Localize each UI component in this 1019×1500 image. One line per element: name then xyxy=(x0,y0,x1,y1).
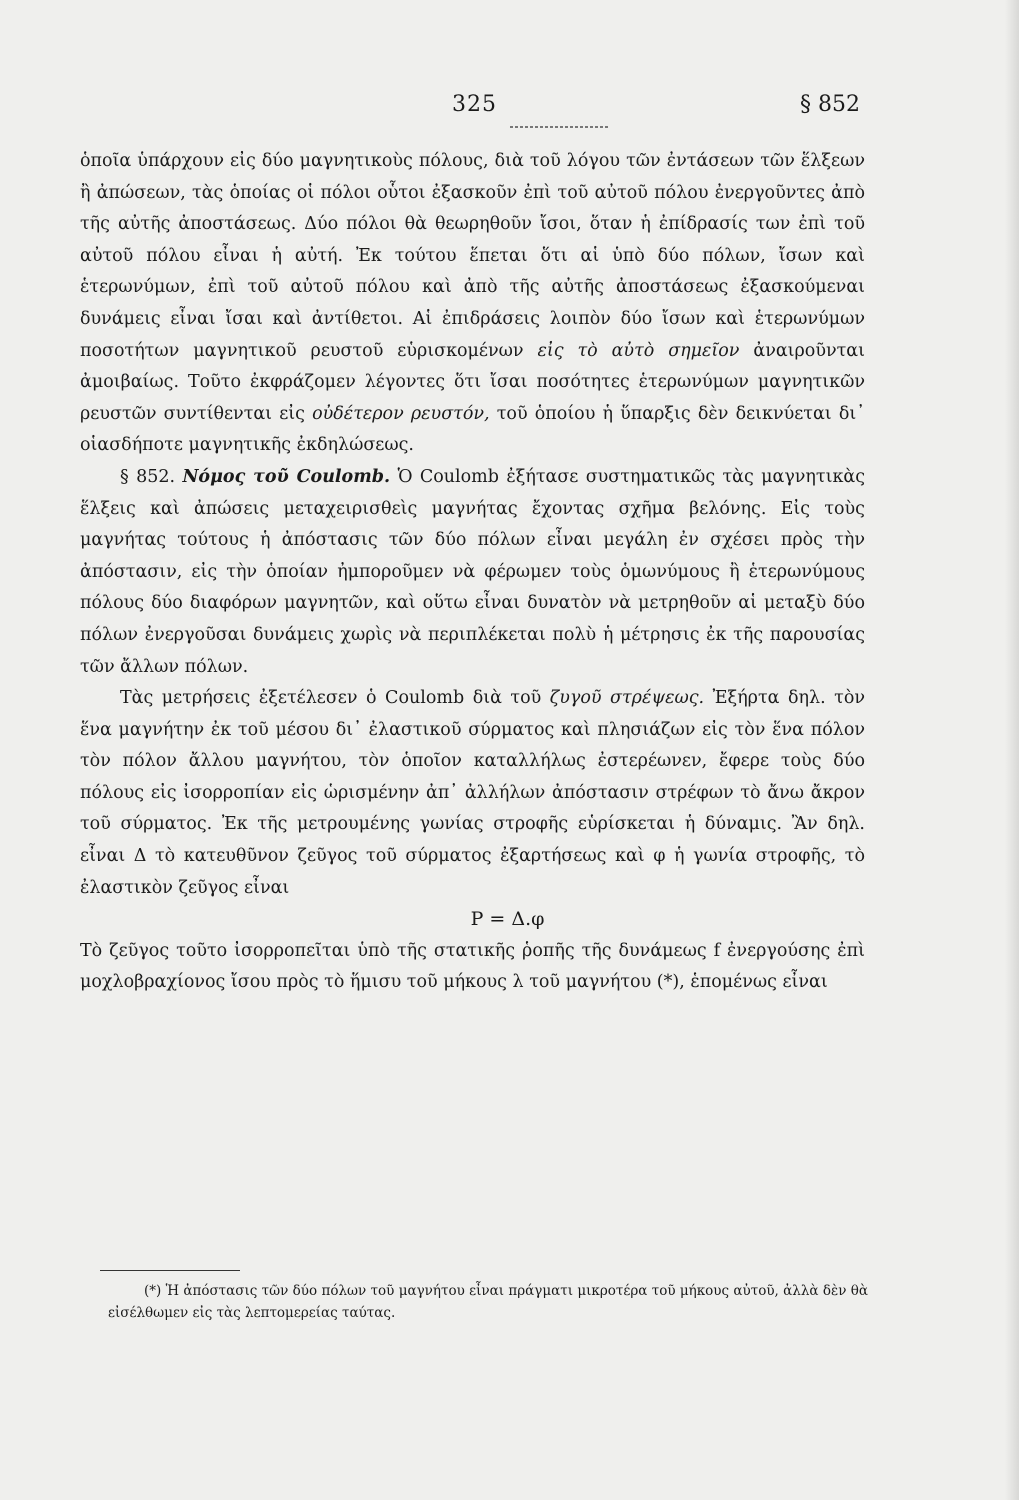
emphasis-same-point: εἰς τὸ αὐτὸ σημεῖον xyxy=(537,340,740,361)
footnote-divider xyxy=(100,1270,240,1271)
footnote: (*) Ἡ ἀπόστασις τῶν δύο πόλων τοῦ μαγνήτου εἶναι πράγματι μικροτέρα τοῦ μήκους αὐτοῦ, ἀλλὰ δὲν θὰ εἰσέλθωμεν εἰς τὰς λεπτομερείας ταύτας. xyxy=(108,1283,868,1321)
paragraph-1: ὁποῖα ὑπάρχουν εἰς δύο μαγνητικοὺς πόλους, διὰ τοῦ λόγου τῶν ἐντάσεων τῶν ἕλξεων ἢ ἀπώσεων, τὰς ὁποίας οἱ πόλοι οὗτοι ἐξασκοῦν ἐπὶ τοῦ αὐτοῦ πόλου ἐνεργοῦντες ἀπὸ τῆς αὐτῆς ἀποστάσεως. Δύο πόλοι θὰ θεωρηθοῦν ἴσοι, ὅταν ἡ ἐπίδρασίς των ἐπὶ τοῦ αὐτοῦ πόλου εἶναι ἡ αὐτή. Ἐκ τούτου ἕπεται ὅτι αἱ ὑπὸ δύο πόλων, ἴσων καὶ ἑτερωνύμων, ἐπὶ τοῦ αὐτοῦ πόλου καὶ ἀπὸ τῆς αὐτῆς ἀποστάσεως ἐξασκούμεναι δυνάμεις εἶναι ἴσαι καὶ ἀντίθετοι. Αἱ ἐπιδράσεις λοιπὸν δύο ἴσων καὶ ἑτερωνύμων ποσοτήτων μαγνητικοῦ ρευστοῦ εὑρισκομένων εἰς τὸ αὐτὸ σημεῖον ἀναιροῦνται ἀμοιβαίως. Τοῦτο ἐκφράζομεν λέγοντες ὅτι ἴσαι ποσότητες ἑτερωνύμων μαγνητικῶν ρευστῶν συντίθενται εἰς οὐδέτερον ρευστόν, τοῦ ὁποίου ἡ ὕπαρξις δὲν δεικνύεται δι᾽ οἱασδήποτε μαγνητικῆς ἐκδηλώσεως. xyxy=(80,151,865,456)
emphasis-neutral-fluid: οὐδέτερον ρευστόν, xyxy=(312,403,490,424)
body-text xyxy=(80,146,865,999)
emphasis-torsion-balance: ζυγοῦ στρέψεως. xyxy=(549,688,705,709)
page-number: 325 xyxy=(452,92,497,117)
formula: P = Δ.φ xyxy=(470,908,545,931)
page-number-underline xyxy=(510,126,610,128)
paragraph-4: Τὸ ζεῦγος τοῦτο ἰσορροπεῖται ὑπὸ τῆς στατικῆς ῥοπῆς τῆς δυνάμεως f ἐνεργούσης ἐπὶ μοχλοβραχίονος ἴσου πρὸς τὸ ἥμισυ τοῦ μήκους λ τοῦ μαγνήτου (*), ἑπομένως εἶναι xyxy=(80,940,865,993)
section-reference: § 852 xyxy=(800,92,860,117)
section-heading: Νόμος τοῦ Coulomb. xyxy=(182,466,391,487)
section-number: § 852. xyxy=(120,466,176,487)
page-header xyxy=(80,92,860,132)
paragraph-coulomb-law: § 852. Νόμος τοῦ Coulomb. Ὁ Coulomb ἐξήτασε συστηματικῶς τὰς μαγνητικὰς ἕλξεις καὶ ἀπώσεις μεταχειρισθεὶς μαγνήτας ἔχοντας σχῆμα βελόνης. Εἰς τοὺς μαγνήτας τούτους ἡ ἀπόστασις τῶν δύο πόλων εἶναι μεγάλη ἐν σχέσει πρὸς τὴν ἀπόστασιν, εἰς τὴν ὁποίαν ἠμποροῦμεν νὰ φέρωμεν τοὺς ὁμωνύμους ἢ ἑτερωνύμους πόλους δύο διαφόρων μαγνητῶν, καὶ οὕτω εἶναι δυνατὸν νὰ μετρηθοῦν αἱ μεταξὺ δύο πόλων ἐνεργοῦσαι δυνάμεις χωρὶς νὰ περιπλέκεται πολὺ ἡ μέτρησις ἐκ τῆς παρουσίας τῶν ἄλλων πόλων. xyxy=(80,466,865,677)
page-edge-shadow xyxy=(1005,0,1019,1500)
paragraph-measurements: Τὰς μετρήσεις ἐξετέλεσεν ὁ Coulomb διὰ τοῦ ζυγοῦ στρέψεως. Ἐξήρτα δηλ. τὸν ἕνα μαγνήτην ἐκ τοῦ μέσου δι᾽ ἐλαστικοῦ σύρματος καὶ πλησιάζων εἰς τὸν ἕνα πόλον τὸν πόλον ἄλλου μαγνήτου, τὸν ὁποῖον καταλλήλως ἐστερέωνεν, ἔφερε τοὺς δύο πόλους εἰς ἰσορροπίαν εἰς ὡρισμένην ἀπ᾽ ἀλλήλων ἀπόστασιν στρέφων τὸ ἄνω ἄκρον τοῦ σύρματος. Ἐκ τῆς μετρουμένης γωνίας στροφῆς εὑρίσκεται ἡ δύναμις. Ἂν δηλ. εἶναι Δ τὸ κατευθῦνον ζεῦγος τοῦ σύρματος ἐξαρτήσεως καὶ φ ἡ γωνία στροφῆς, τὸ ἐλαστικὸν ζεῦγος εἶναι xyxy=(80,688,865,898)
